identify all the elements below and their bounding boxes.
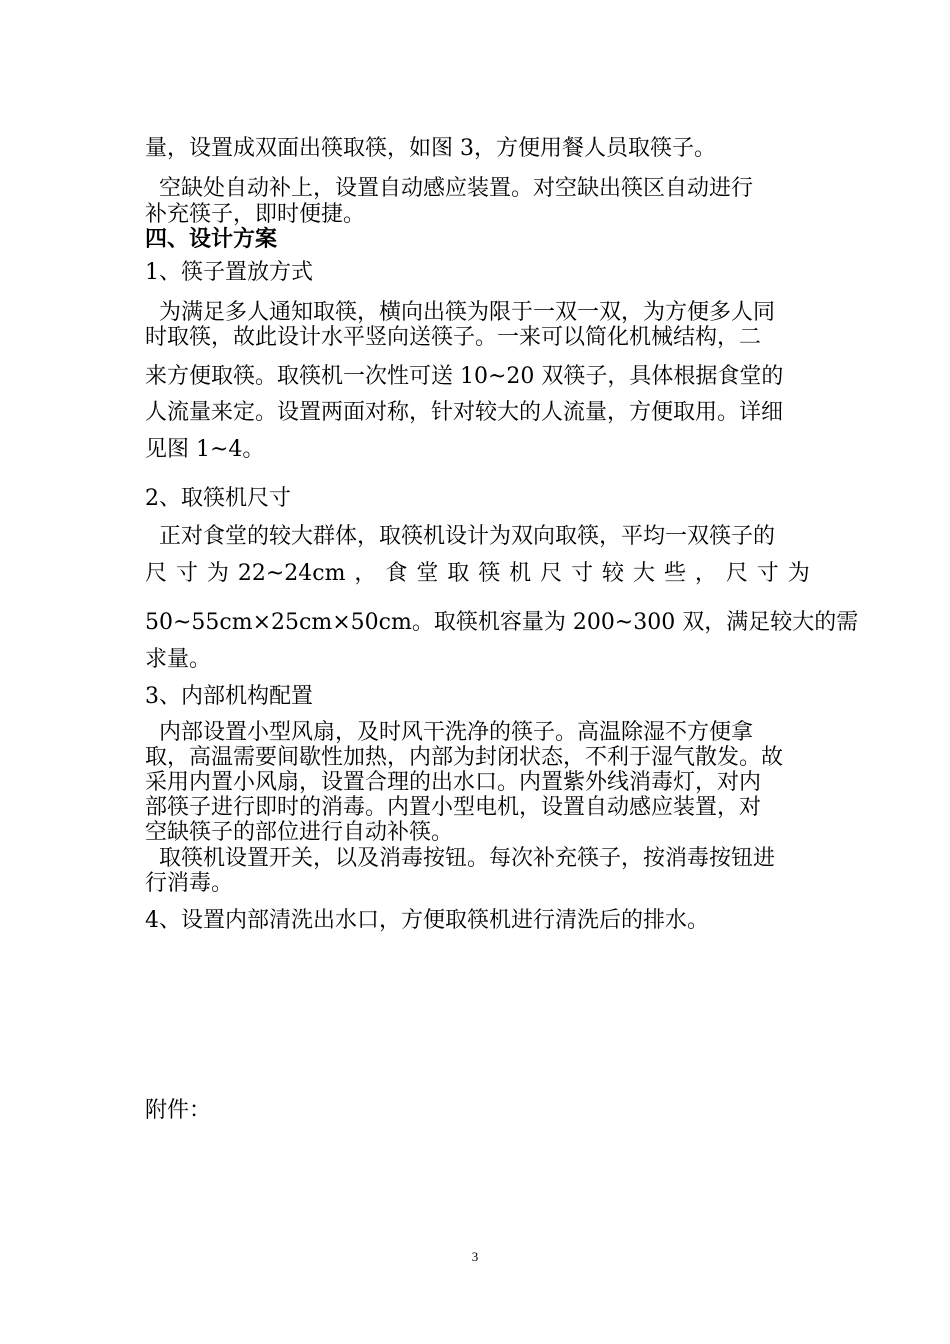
spread-token: ， <box>694 561 717 586</box>
spread-token: 取 <box>447 561 470 586</box>
paragraph-line: 空缺筷子的部位进行自动补筷。 <box>145 820 454 845</box>
spread-token: 尺 <box>145 561 168 586</box>
attachment-label: 附件： <box>145 1098 212 1123</box>
paragraph-line: 求量。 <box>145 647 212 672</box>
paragraph-line: 内部设置小型风扇，及时风干洗净的筷子。高温除湿不方便拿 <box>145 720 753 745</box>
spread-token: 大 <box>632 561 655 586</box>
paragraph-line: 50~55cm×25cm×50cm。取筷机容量为 200~300 双，满足较大的需 <box>145 610 859 635</box>
spread-token: ， <box>354 561 377 586</box>
spread-token: 寸 <box>756 561 779 586</box>
spread-token: 为 <box>206 561 229 586</box>
paragraph-line: 部筷子进行即时的消毒。内置小型电机，设置自动感应装置，对 <box>145 795 762 820</box>
spread-token: 寸 <box>175 561 198 586</box>
paragraph-line: 时取筷，故此设计水平竖向送筷子。一来可以简化机械结构，二 <box>145 325 762 350</box>
spread-token: 机 <box>509 561 532 586</box>
paragraph-line: 采用内置小风扇，设置合理的出水口。内置紫外线消毒灯，对内 <box>145 770 762 795</box>
paragraph-line: 量，设置成双面出筷取筷，如图 3，方便用餐人员取筷子。 <box>145 136 716 161</box>
paragraph-line: 为满足多人通知取筷，横向出筷为限于一双一双，为方便多人同 <box>145 300 775 325</box>
section-heading: 四、设计方案 <box>145 227 278 252</box>
paragraph-line: 空缺处自动补上，设置自动感应装置。对空缺出筷区自动进行 <box>145 176 753 201</box>
spread-token: 尺 <box>540 561 563 586</box>
paragraph-line: 正对食堂的较大群体，取筷机设计为双向取筷，平均一双筷子的 <box>145 524 775 549</box>
paragraph-line: 人流量来定。设置两面对称，针对较大的人流量，方便取用。详细 <box>145 400 784 425</box>
spread-token: 为 <box>787 561 810 586</box>
paragraph-line: 取筷机设置开关，以及消毒按钮。每次补充筷子，按消毒按钮进 <box>145 846 775 871</box>
subsection-title: 1、筷子置放方式 <box>145 260 313 285</box>
paragraph-line: 补充筷子，即时便捷。 <box>145 202 366 227</box>
subsection-title: 3、内部机构配置 <box>145 684 313 709</box>
spread-token: 寸 <box>571 561 594 586</box>
paragraph-line: 来方便取筷。取筷机一次性可送 10~20 双筷子，具体根据食堂的 <box>145 364 784 389</box>
spread-token: 较 <box>602 561 625 586</box>
paragraph-line: 行消毒。 <box>145 871 234 896</box>
paragraph-line: 4、设置内部清洗出水口，方便取筷机进行清洗后的排水。 <box>145 908 709 933</box>
paragraph-line: 取，高温需要间歇性加热，内部为封闭状态，不利于湿气散发。故 <box>145 745 784 770</box>
paragraph-line: 见图 1~4。 <box>145 437 265 462</box>
spread-token: 食 <box>385 561 408 586</box>
spread-token: 些 <box>663 561 686 586</box>
spread-token: 堂 <box>416 561 439 586</box>
page-number: 3 <box>471 1249 479 1264</box>
spread-token: 尺 <box>725 561 748 586</box>
spread-token: 22~24cm <box>237 561 346 586</box>
paragraph-line-justified <box>145 561 810 587</box>
subsection-title: 2、取筷机尺寸 <box>145 486 291 511</box>
spread-token: 筷 <box>478 561 501 586</box>
